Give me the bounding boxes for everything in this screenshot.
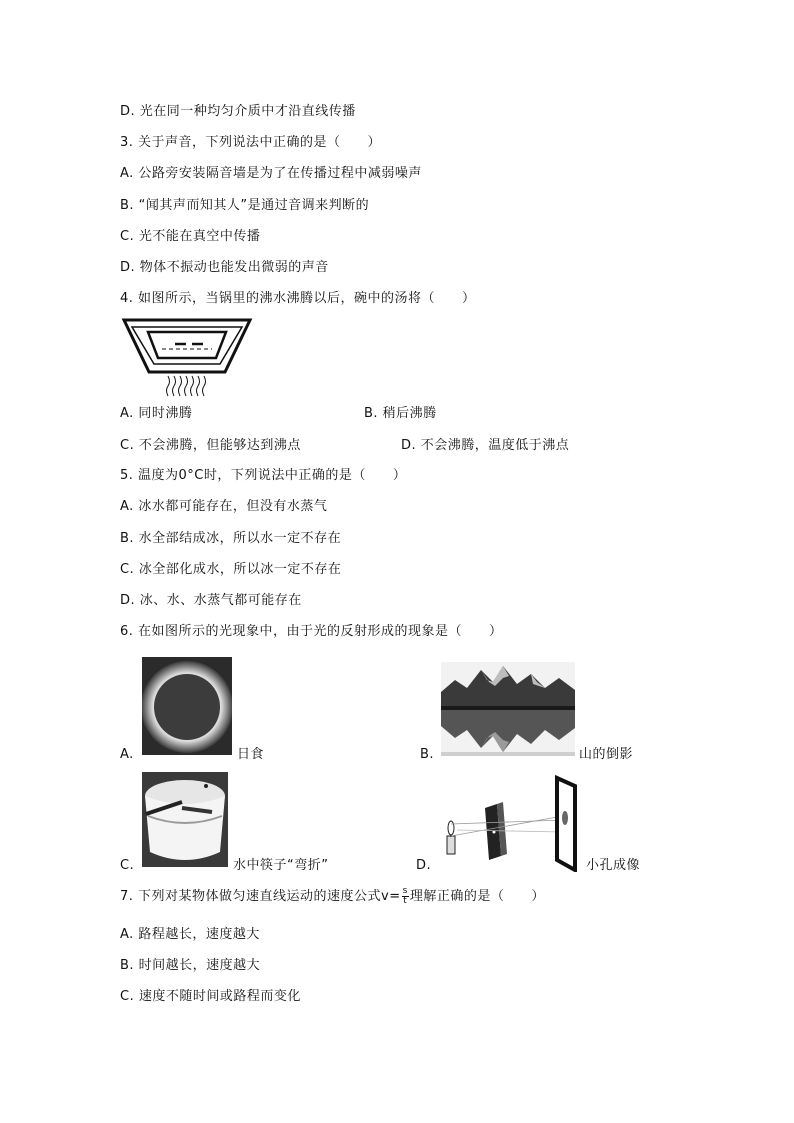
q7-option-c: C. 速度不随时间或路程而变化 — [120, 989, 301, 1004]
q6-stem: 6. 在如图所示的光现象中，由于光的反射形成的现象是（ ） — [120, 624, 503, 639]
q6-option-d-letter: D. — [416, 858, 432, 873]
q7-stem — [120, 887, 545, 906]
chopstick-in-water-image — [142, 772, 228, 867]
q6-option-a-letter: A. — [120, 747, 134, 762]
q6-option-b-caption: 山的倒影 — [579, 747, 634, 762]
q6-option-d-caption: 小孔成像 — [586, 858, 641, 873]
q6-option-c-letter: C. — [120, 858, 135, 873]
q7-stem-pre: 7. 下列对某物体做匀速直线运动的速度公式v= — [120, 889, 401, 904]
q7-option-b: B. 时间越长，速度越大 — [120, 958, 261, 973]
q4-option-d: D. 不会沸腾，温度低于沸点 — [401, 438, 570, 453]
q3-option-a: A. 公路旁安装隔音墙是为了在传播过程中减弱噪声 — [120, 166, 422, 181]
q5-option-c: C. 冰全部化成水，所以冰一定不存在 — [120, 562, 342, 577]
boiling-pot-figure — [120, 314, 255, 398]
q7-option-a: A. 路程越长，速度越大 — [120, 927, 260, 942]
q5-stem: 5. 温度为0°C时，下列说法中正确的是（ ） — [120, 468, 407, 483]
q4-option-a: A. 同时沸腾 — [120, 406, 193, 421]
q4-option-c: C. 不会沸腾，但能够达到沸点 — [120, 438, 301, 453]
pinhole-camera-image — [433, 774, 583, 872]
q2-option-d: D. 光在同一种均匀介质中才沿直线传播 — [120, 104, 356, 119]
q5-option-a: A. 冰水都可能存在，但没有水蒸气 — [120, 499, 328, 514]
mountain-reflection-image — [441, 662, 575, 756]
q6-option-b-letter: B. — [420, 747, 435, 762]
q4-option-b: B. 稍后沸腾 — [364, 406, 437, 421]
q7-stem-post: 理解正确的是（ ） — [409, 889, 545, 904]
q4-stem: 4. 如图所示，当锅里的沸水沸腾以后，碗中的汤将（ ） — [120, 291, 476, 306]
q3-option-d: D. 物体不振动也能发出微弱的声音 — [120, 260, 329, 275]
fraction-denominator: t — [403, 896, 408, 906]
fraction-numerator: s — [402, 886, 408, 896]
solar-eclipse-image — [142, 657, 232, 755]
q5-option-b: B. 水全部结成冰，所以水一定不存在 — [120, 531, 342, 546]
q3-option-c: C. 光不能在真空中传播 — [120, 229, 261, 244]
speed-formula-fraction — [402, 887, 409, 906]
q3-stem: 3. 关于声音，下列说法中正确的是（ ） — [120, 135, 382, 150]
q6-option-a-caption: 日食 — [237, 747, 265, 762]
q5-option-d: D. 冰、水、水蒸气都可能存在 — [120, 593, 302, 608]
q6-option-c-caption: 水中筷子“弯折” — [233, 858, 329, 873]
q3-option-b: B. “闻其声而知其人”是通过音调来判断的 — [120, 198, 370, 213]
